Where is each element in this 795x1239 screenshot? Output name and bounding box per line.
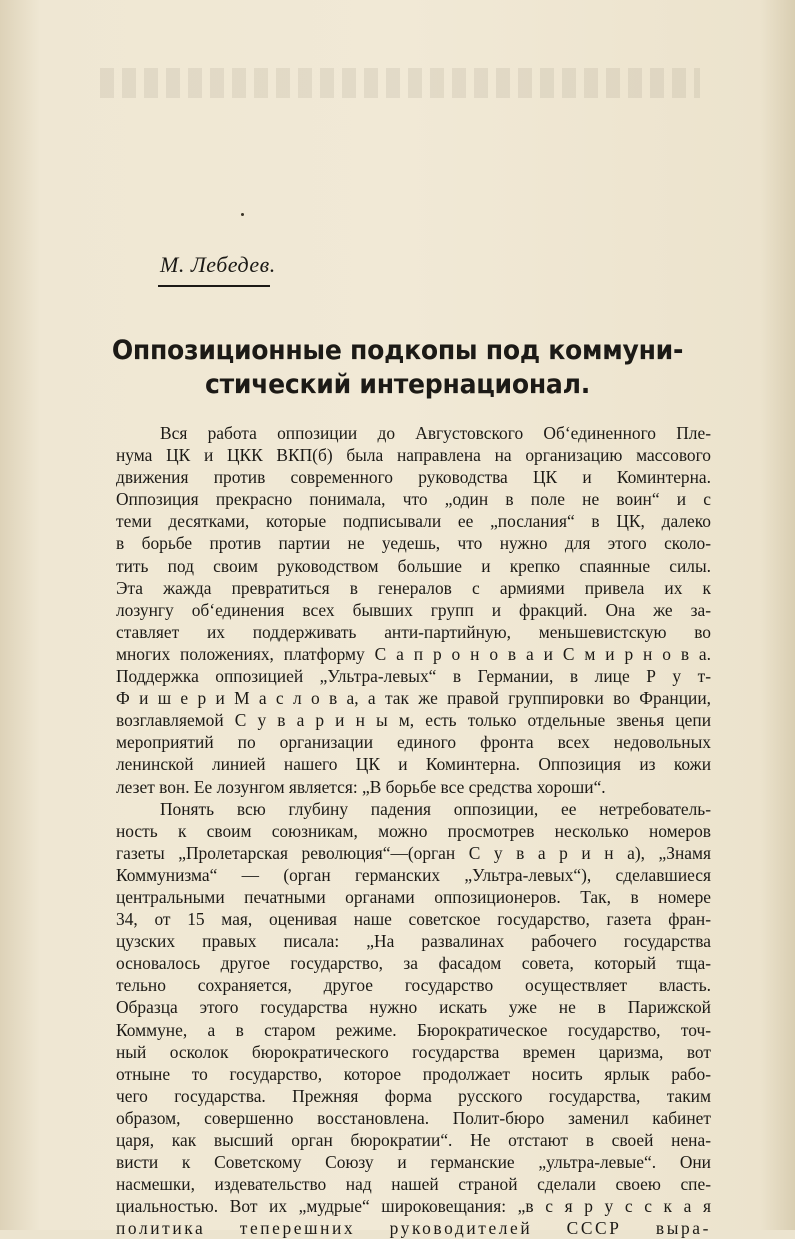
body-line: Ф и ш е р и М а с л о в а, а так же правой группировки во Франции, — [116, 688, 711, 709]
body-line: чего государства. Прежняя форма русского государства, таким — [116, 1085, 711, 1106]
body-line: отныне то государство, которое продолжает носить ярлык рабо- — [116, 1063, 711, 1084]
body-line: ность к своим союзникам, можно просмотрев несколько номеров — [116, 820, 711, 841]
title-line: стический интернационал. — [205, 369, 590, 400]
body-line: Понять всю глубину падения оппозиции, ее нетребователь- — [160, 798, 711, 819]
body-line: Коммуне, а в старом режиме. Бюрократическое государство, точ- — [116, 1019, 711, 1040]
body-line: Коммунизма“ — (орган германских „Ультра-левых“), сделавшиеся — [116, 864, 711, 885]
body-line: цузских правых писала: „На развалинах рабочего государства — [116, 931, 711, 952]
body-line: тельно сохраняется, другое государство осуществляет власть. — [116, 975, 711, 996]
body-line: движения против современного руководства ЦК и Коминтерна. — [116, 467, 711, 488]
author-underline — [158, 285, 270, 287]
body-line: Оппозиция прекрасно понимала, что „один в поле не воин“ и с — [116, 489, 711, 510]
body-line: насмешки, издевательство над нашей страной сделали своею спе- — [116, 1174, 711, 1195]
article-title — [102, 334, 693, 402]
body-line: висти к Советскому Союзу и германские „ультра-левые“. Они — [116, 1152, 711, 1173]
body-line: царя, как высший орган бюрократии“. Не отстают в своей нена- — [116, 1130, 711, 1150]
body-line: лезет вон. Ее лозунгом является: „В борьбе все средства хороши“. — [116, 776, 606, 797]
body-line: нума ЦК и ЦКК ВКП(б) была направлена на организацию массового — [116, 445, 711, 466]
body-line: тить под своим руководством большие и крепко спаянные силы. — [116, 555, 711, 576]
body-line: Поддержка оппозицией „Ультра-левых“ в Германии, в лице Р у т- — [116, 666, 711, 687]
body-line: лозунгу об‘единения всех бывших групп и фракций. Она же за- — [116, 599, 711, 620]
ink-speck — [241, 213, 244, 216]
body-line: многих положениях, платформу С а п р о н о в а и С м и р н о в а. — [116, 643, 711, 664]
body-line: политика теперешних руководителей СССР выра- — [116, 1218, 711, 1239]
body-line: основалось другое государство, за фасадом совета, который тща- — [116, 953, 711, 974]
body-line: Эта жажда превратиться в генералов с армиями привела их к — [116, 577, 711, 598]
body-line: теми десятками, которые подписывали ее „послания“ в ЦК, далеко — [116, 511, 711, 532]
body-line: ный осколок бюрократического государства времен царизма, вот — [116, 1041, 711, 1062]
body-line: мероприятий по организации единого фронта всех недовольных — [116, 732, 711, 753]
body-line: Вся работа оппозиции до Августовского Об‘единенного Пле- — [160, 423, 711, 443]
title-line: Оппозиционные подкопы под коммуни- — [111, 335, 684, 366]
author-name: М. Лебедев. — [160, 252, 276, 277]
body-line: ставляет их поддерживать анти-партийную, меньшевистскую во — [116, 621, 711, 642]
body-line: Образца этого государства нужно искать уже не в Парижской — [116, 997, 711, 1018]
bleed-through-texture — [100, 68, 700, 98]
body-line: возглавляемой С у в а р и н ы м, есть только отдельные звенья цепи — [116, 710, 711, 731]
body-line: циальностью. Вот их „мудрые“ широковещания: „в с я р у с с к а я — [116, 1196, 711, 1217]
body-line: в борьбе против партии не уедешь, что нужно для этого сколо- — [116, 533, 711, 554]
body-line: ленинской линией нашего ЦК и Коминтерна. Оппозиция из кожи — [116, 754, 711, 775]
article-body — [116, 422, 711, 1239]
body-line: образом, совершенно восстановлена. Полит-бюро заменил кабинет — [116, 1107, 711, 1128]
body-line: 34, от 15 мая, оценивая наше советское государство, газета фран- — [116, 909, 711, 930]
body-line: газеты „Пролетарская революция“—(орган С у в а р и н а), „Знамя — [116, 842, 711, 863]
body-line: центральными печатными органами оппозиционеров. Так, в номере — [116, 886, 711, 907]
